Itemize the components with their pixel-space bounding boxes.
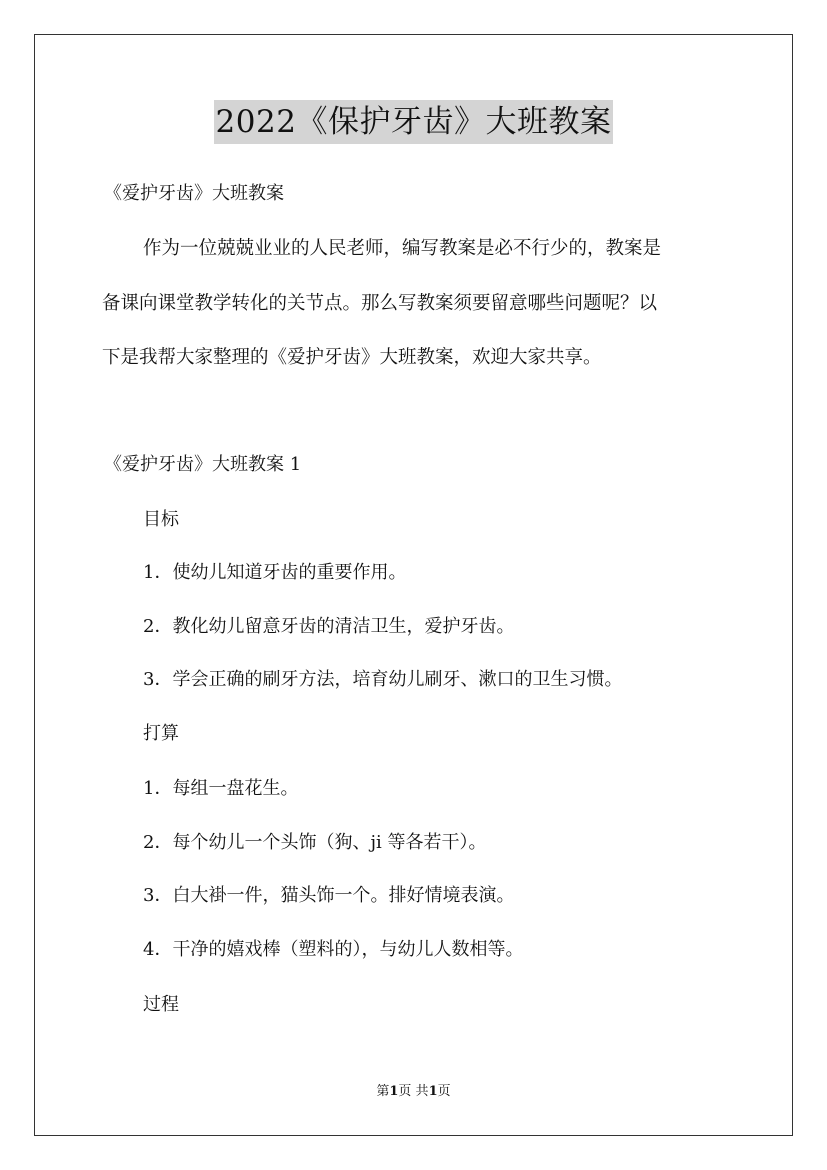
prep-item: 4．干净的嬉戏棒（塑料的），与幼儿人数相等。 <box>143 939 524 960</box>
prep-item: 2．每个幼儿一个头饰（狗、ji 等各若干）。 <box>143 832 487 853</box>
footer-page-total: 1 <box>428 1084 438 1099</box>
goal-item: 1．使幼儿知道牙齿的重要作用。 <box>143 562 407 583</box>
section-heading: 《爱护牙齿》大班教案 1 <box>104 454 302 475</box>
prep-item: 3．白大褂一件，猫头饰一个。排好情境表演。 <box>143 885 515 906</box>
document-title: 2022《保护牙齿》大班教案 <box>214 100 614 144</box>
process-heading: 过程 <box>143 994 179 1015</box>
prep-heading: 打算 <box>143 723 179 744</box>
intro-line-3: 下是我帮大家整理的《爱护牙齿》大班教案，欢迎大家共享。 <box>102 347 602 368</box>
footer-page-prefix: 第 <box>376 1084 390 1099</box>
title-container <box>0 100 827 144</box>
goal-item: 3．学会正确的刷牙方法，培育幼儿刷牙、漱口的卫生习惯。 <box>143 669 623 690</box>
prep-item: 1．每组一盘花生。 <box>143 778 299 799</box>
goals-heading: 目标 <box>143 509 179 530</box>
document-subtitle: 《爱护牙齿》大班教案 <box>104 183 284 204</box>
intro-line-1: 作为一位兢兢业业的人民老师，编写教案是必不行少的，教案是 <box>143 238 662 259</box>
footer-page-current: 1 <box>389 1084 399 1099</box>
goal-item: 2．教化幼儿留意牙齿的清洁卫生，爱护牙齿。 <box>143 616 515 637</box>
intro-line-2: 备课向课堂教学转化的关节点。那么写教案须要留意哪些问题呢？以 <box>102 293 658 314</box>
footer-page-mid: 页 共 <box>398 1084 429 1099</box>
page-footer <box>0 1083 827 1101</box>
footer-page-suffix: 页 <box>437 1084 451 1099</box>
